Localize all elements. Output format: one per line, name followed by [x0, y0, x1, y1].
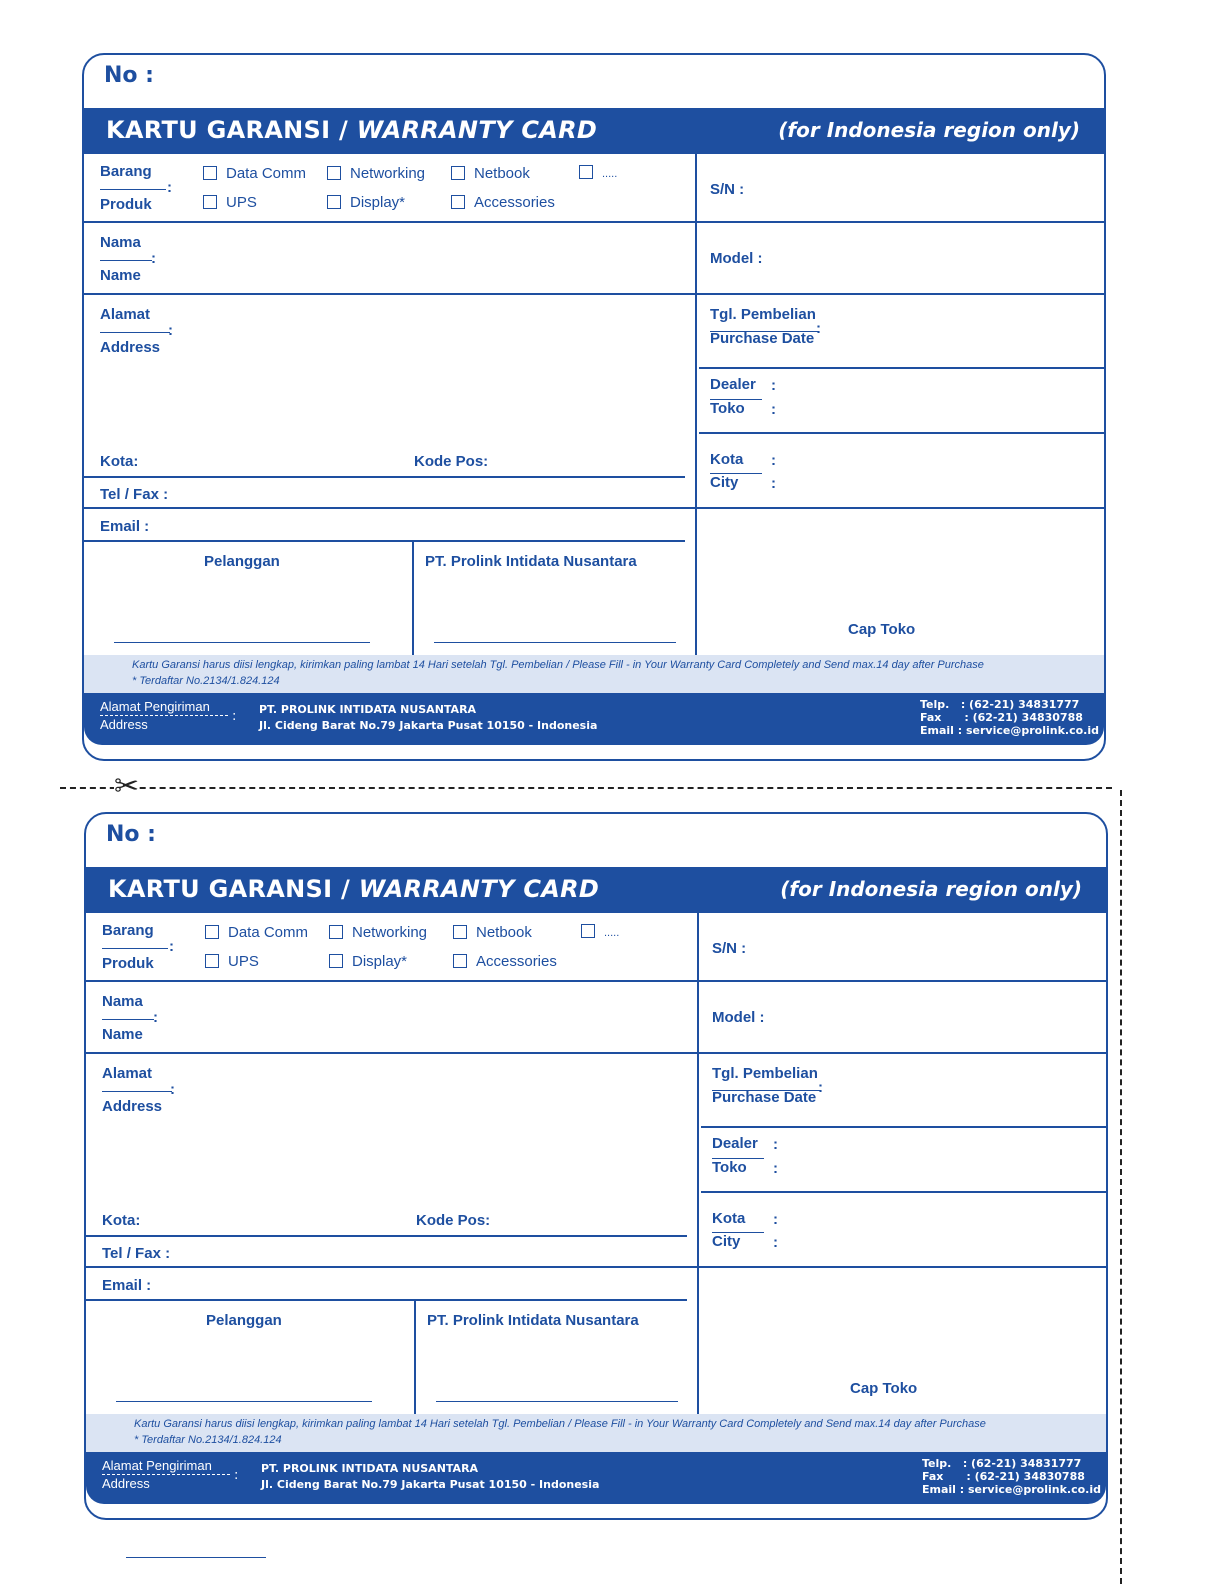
purchase-date-en-label: Purchase Date	[712, 1089, 817, 1106]
row-divider	[84, 507, 1104, 509]
instruction-text: Kartu Garansi harus diisi lengkap, kirimkan paling lambat 14 Hari setelah Tgl. Pembelian / Please Fill - in Your Warranty Card Completely and Send max.14 day after Purchase	[134, 1418, 986, 1430]
footer-company: PT. PROLINK INTIDATA NUSANTARA	[259, 703, 477, 716]
purchase-date-en-label: Purchase Date	[710, 330, 815, 347]
store-stamp-label: Cap Toko	[850, 1380, 918, 1397]
row-divider	[84, 293, 1104, 295]
colon: :	[170, 1081, 175, 1098]
city-label: City	[712, 1233, 741, 1250]
model-label: Model :	[710, 250, 763, 267]
pelanggan-label: Pelanggan	[206, 1312, 282, 1329]
scissors-icon: ✂	[114, 769, 140, 804]
dealer-label: Dealer	[710, 376, 756, 393]
colon: :	[167, 179, 172, 196]
fraction-line	[102, 1091, 172, 1092]
colon: :	[169, 938, 174, 955]
footer-fax: Fax : (62-21) 34830788	[922, 1470, 1085, 1483]
checkbox-ups[interactable]: UPS	[205, 953, 259, 970]
kota-label: Kota:	[100, 453, 139, 470]
row-divider	[84, 476, 685, 478]
footer-street: Jl. Cideng Barat No.79 Jakarta Pusat 10150 - Indonesia	[259, 719, 598, 732]
cut-line	[60, 787, 1112, 789]
colon: :	[773, 1234, 778, 1251]
row-divider	[86, 1052, 1106, 1054]
colon: :	[168, 322, 173, 339]
footer-fax: Fax : (62-21) 34830788	[920, 711, 1083, 724]
row-divider	[699, 367, 1104, 369]
colon: :	[771, 452, 776, 469]
barang-label: Barang	[100, 163, 152, 180]
kota-label: Kota:	[102, 1212, 141, 1229]
name-label: Name	[102, 1026, 143, 1043]
row-divider	[701, 1191, 1106, 1193]
colon: :	[818, 1079, 823, 1096]
checkbox-other[interactable]: .....	[579, 165, 617, 180]
footer-contact	[920, 698, 1099, 737]
card-footer	[84, 693, 1104, 745]
alamat-label: Alamat	[100, 306, 151, 323]
checkbox-display[interactable]: Display*	[327, 194, 405, 211]
fraction-line	[102, 1019, 154, 1020]
barang-label: Barang	[102, 922, 154, 939]
warranty-card-2	[84, 812, 1108, 1520]
company-signature-label: PT. Prolink Intidata Nusantara	[425, 553, 637, 570]
toko-label: Toko	[712, 1159, 747, 1176]
kode-pos-label: Kode Pos:	[414, 453, 489, 470]
instruction-text: Kartu Garansi harus diisi lengkap, kirimkan paling lambat 14 Hari setelah Tgl. Pembelian / Please Fill - in Your Warranty Card Completely and Send max.14 day after Purchase	[132, 659, 984, 671]
checkbox-data-comm[interactable]: Data Comm	[203, 165, 306, 182]
number-label: No :	[104, 63, 154, 88]
colon: :	[816, 320, 821, 337]
footer-street: Jl. Cideng Barat No.79 Jakarta Pusat 10150 - Indonesia	[261, 1478, 600, 1491]
card-header	[86, 867, 1106, 913]
checkbox-networking[interactable]: Networking	[327, 165, 425, 182]
kode-pos-label: Kode Pos:	[416, 1212, 491, 1229]
footer-contact	[922, 1457, 1101, 1496]
colon: :	[773, 1136, 778, 1153]
card-title: KARTU GARANSI / WARRANTY CARD	[106, 116, 598, 144]
serial-number-label: S/N :	[710, 181, 745, 198]
checkbox-networking[interactable]: Networking	[329, 924, 427, 941]
fraction-line	[100, 260, 152, 261]
colon: :	[151, 250, 156, 267]
footer-email: Email : service@prolink.co.id	[922, 1483, 1101, 1496]
store-stamp-label: Cap Toko	[848, 621, 916, 638]
checkbox-netbook[interactable]: Netbook	[453, 924, 532, 941]
checkbox-display[interactable]: Display*	[329, 953, 407, 970]
column-divider	[695, 154, 697, 655]
row-divider	[86, 980, 1106, 982]
footer-company: PT. PROLINK INTIDATA NUSANTARA	[261, 1462, 479, 1475]
nama-label: Nama	[102, 993, 143, 1010]
purchase-date-label: Tgl. Pembelian	[712, 1065, 818, 1082]
colon: :	[153, 1009, 158, 1026]
checkbox-accessories[interactable]: Accessories	[451, 194, 555, 211]
checkbox-data-comm[interactable]: Data Comm	[205, 924, 308, 941]
colon: :	[773, 1160, 778, 1177]
colon: :	[771, 475, 776, 492]
company-signature-label: PT. Prolink Intidata Nusantara	[427, 1312, 639, 1329]
address-label: Address	[102, 1098, 163, 1115]
kota-right-label: Kota	[712, 1210, 746, 1227]
city-label: City	[710, 474, 739, 491]
fraction-line	[100, 332, 170, 333]
name-label: Name	[100, 267, 141, 284]
card-header	[84, 108, 1104, 154]
produk-label: Produk	[102, 955, 154, 972]
signature-line	[126, 1557, 266, 1558]
colon: :	[232, 709, 237, 724]
number-label: No :	[106, 822, 156, 847]
tel-fax-label: Tel / Fax :	[102, 1245, 171, 1262]
toko-label: Toko	[710, 400, 745, 417]
column-divider	[697, 913, 699, 1414]
shipping-address-label: Alamat Pengiriman Address	[100, 699, 228, 732]
checkbox-other[interactable]: .....	[581, 924, 619, 939]
instruction-note	[84, 655, 1104, 693]
email-label: Email :	[102, 1277, 152, 1294]
row-divider	[699, 432, 1104, 434]
fraction-line	[100, 189, 166, 190]
customer-signature-line	[114, 642, 370, 643]
instruction-note	[86, 1414, 1106, 1452]
colon: :	[773, 1211, 778, 1228]
footer-email: Email : service@prolink.co.id	[920, 724, 1099, 737]
cut-line-vertical	[1120, 790, 1122, 1584]
region-note: (for Indonesia region only)	[780, 877, 1082, 901]
warranty-card-1	[82, 53, 1106, 761]
purchase-date-label: Tgl. Pembelian	[710, 306, 816, 323]
column-divider	[414, 1300, 416, 1414]
colon: :	[771, 377, 776, 394]
model-label: Model :	[712, 1009, 765, 1026]
card-footer	[86, 1452, 1106, 1504]
shipping-address-label: Alamat Pengiriman Address	[102, 1458, 230, 1491]
row-divider	[86, 1235, 687, 1237]
row-divider	[84, 221, 1104, 223]
colon: :	[234, 1468, 239, 1483]
colon: :	[771, 401, 776, 418]
row-divider	[86, 1266, 1106, 1268]
produk-label: Produk	[100, 196, 152, 213]
card-title: KARTU GARANSI / WARRANTY CARD	[108, 875, 600, 903]
row-divider	[701, 1126, 1106, 1128]
row-divider	[86, 1299, 687, 1301]
column-divider	[412, 541, 414, 655]
checkbox-accessories[interactable]: Accessories	[453, 953, 557, 970]
footer-telp: Telp. : (62-21) 34831777	[920, 698, 1080, 711]
customer-signature-line	[116, 1401, 372, 1402]
dealer-label: Dealer	[712, 1135, 758, 1152]
kota-right-label: Kota	[710, 451, 744, 468]
nama-label: Nama	[100, 234, 141, 251]
alamat-label: Alamat	[102, 1065, 153, 1082]
tel-fax-label: Tel / Fax :	[100, 486, 169, 503]
email-label: Email :	[100, 518, 150, 535]
footer-telp: Telp. : (62-21) 34831777	[922, 1457, 1082, 1470]
pelanggan-label: Pelanggan	[204, 553, 280, 570]
company-signature-line	[436, 1401, 678, 1402]
checkbox-ups[interactable]: UPS	[203, 194, 257, 211]
checkbox-netbook[interactable]: Netbook	[451, 165, 530, 182]
serial-number-label: S/N :	[712, 940, 747, 957]
address-label: Address	[100, 339, 161, 356]
fraction-line	[102, 948, 168, 949]
registration-text: * Terdaftar No.2134/1.824.124	[134, 1434, 282, 1446]
company-signature-line	[434, 642, 676, 643]
registration-text: * Terdaftar No.2134/1.824.124	[132, 675, 280, 687]
row-divider	[84, 540, 685, 542]
region-note: (for Indonesia region only)	[778, 118, 1080, 142]
